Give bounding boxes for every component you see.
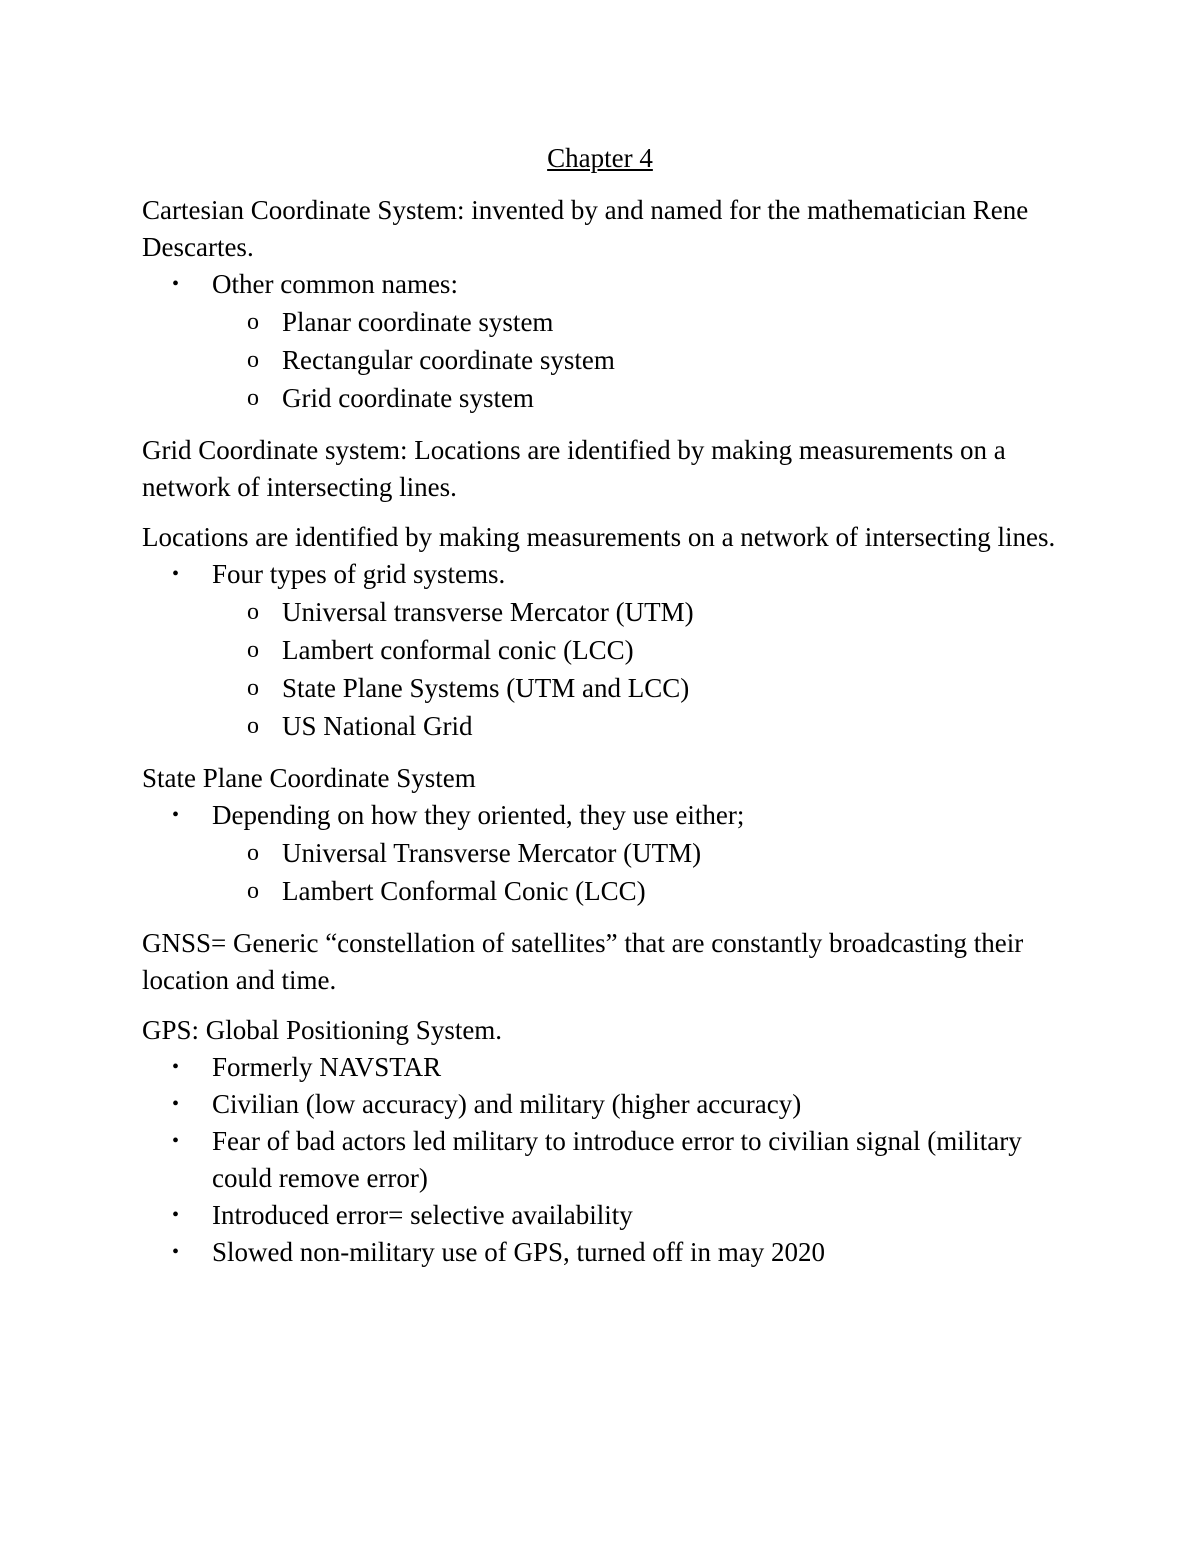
sub-list-item-text: Grid coordinate system — [282, 383, 534, 413]
circle-bullet-icon: o — [247, 309, 259, 335]
sub-list-item — [212, 631, 1062, 669]
sub-list-item — [212, 593, 1062, 631]
list-item — [142, 797, 1062, 910]
bullet-icon: • — [172, 273, 180, 295]
circle-bullet-icon: o — [247, 385, 259, 411]
sub-list-item-text: State Plane Systems (UTM and LCC) — [282, 673, 690, 703]
list-item — [142, 1049, 1062, 1086]
sub-list-item — [212, 341, 1062, 379]
sub-list-item-text: Lambert conformal conic (LCC) — [282, 635, 634, 665]
list-item — [142, 1086, 1062, 1123]
sub-list-item — [212, 379, 1062, 417]
sub-list-item — [212, 669, 1062, 707]
sub-list-item — [212, 707, 1062, 745]
grid-types-list — [142, 556, 1062, 745]
list-item-text: Four types of grid systems. — [212, 559, 506, 589]
cartesian-list — [142, 266, 1062, 417]
sub-list-item-text: Planar coordinate system — [282, 307, 554, 337]
list-item-text: Other common names: — [212, 269, 458, 299]
bullet-icon: • — [172, 1093, 180, 1115]
bullet-icon: • — [172, 804, 180, 826]
sub-list-item — [212, 834, 1062, 872]
sub-list-item-text: Rectangular coordinate system — [282, 345, 615, 375]
sub-list — [212, 834, 1062, 910]
bullet-icon: • — [172, 1241, 180, 1263]
list-item — [142, 1123, 1062, 1197]
circle-bullet-icon: o — [247, 637, 259, 663]
circle-bullet-icon: o — [247, 675, 259, 701]
bullet-icon: • — [172, 1056, 180, 1078]
locations-paragraph: Locations are identified by making measurements on a network of intersecting lines. — [142, 522, 1056, 552]
sub-list — [212, 593, 1062, 745]
bullet-icon: • — [172, 563, 180, 585]
document-body — [142, 192, 1062, 1271]
sub-list — [212, 303, 1062, 417]
bullet-icon: • — [172, 1204, 180, 1226]
list-item-text: Fear of bad actors led military to introduce error to civilian signal (military could remove error) — [212, 1126, 1022, 1193]
gps-heading: GPS: Global Positioning System. — [142, 1015, 503, 1045]
sub-list-item — [212, 303, 1062, 341]
list-item — [142, 1197, 1062, 1234]
circle-bullet-icon: o — [247, 599, 259, 625]
gnss-paragraph: GNSS= Generic “constellation of satellites” that are constantly broadcasting their location and time. — [142, 928, 1024, 995]
sub-list-item-text: US National Grid — [282, 711, 473, 741]
bullet-icon: • — [172, 1130, 180, 1152]
state-plane-list — [142, 797, 1062, 910]
sub-list-item-text: Universal transverse Mercator (UTM) — [282, 597, 694, 627]
list-item-text: Formerly NAVSTAR — [212, 1052, 442, 1082]
list-item-text: Slowed non-military use of GPS, turned off in may 2020 — [212, 1237, 825, 1267]
list-item — [142, 1234, 1062, 1271]
list-item — [142, 556, 1062, 745]
list-item-text: Introduced error= selective availability — [212, 1200, 633, 1230]
circle-bullet-icon: o — [247, 347, 259, 373]
page-title: Chapter 4 — [547, 143, 653, 173]
circle-bullet-icon: o — [247, 713, 259, 739]
list-item-text: Depending on how they oriented, they use either; — [212, 800, 745, 830]
sub-list-item-text: Lambert Conformal Conic (LCC) — [282, 876, 646, 906]
sub-list-item — [212, 872, 1062, 910]
circle-bullet-icon: o — [247, 840, 259, 866]
circle-bullet-icon: o — [247, 878, 259, 904]
state-plane-heading: State Plane Coordinate System — [142, 763, 476, 793]
grid-paragraph: Grid Coordinate system: Locations are identified by making measurements on a network of intersecting lines. — [142, 435, 1006, 502]
list-item — [142, 266, 1062, 417]
list-item-text: Civilian (low accuracy) and military (higher accuracy) — [212, 1089, 802, 1119]
cartesian-paragraph: Cartesian Coordinate System: invented by and named for the mathematician Rene Descartes. — [142, 195, 1029, 262]
gps-list — [142, 1049, 1062, 1271]
sub-list-item-text: Universal Transverse Mercator (UTM) — [282, 838, 702, 868]
